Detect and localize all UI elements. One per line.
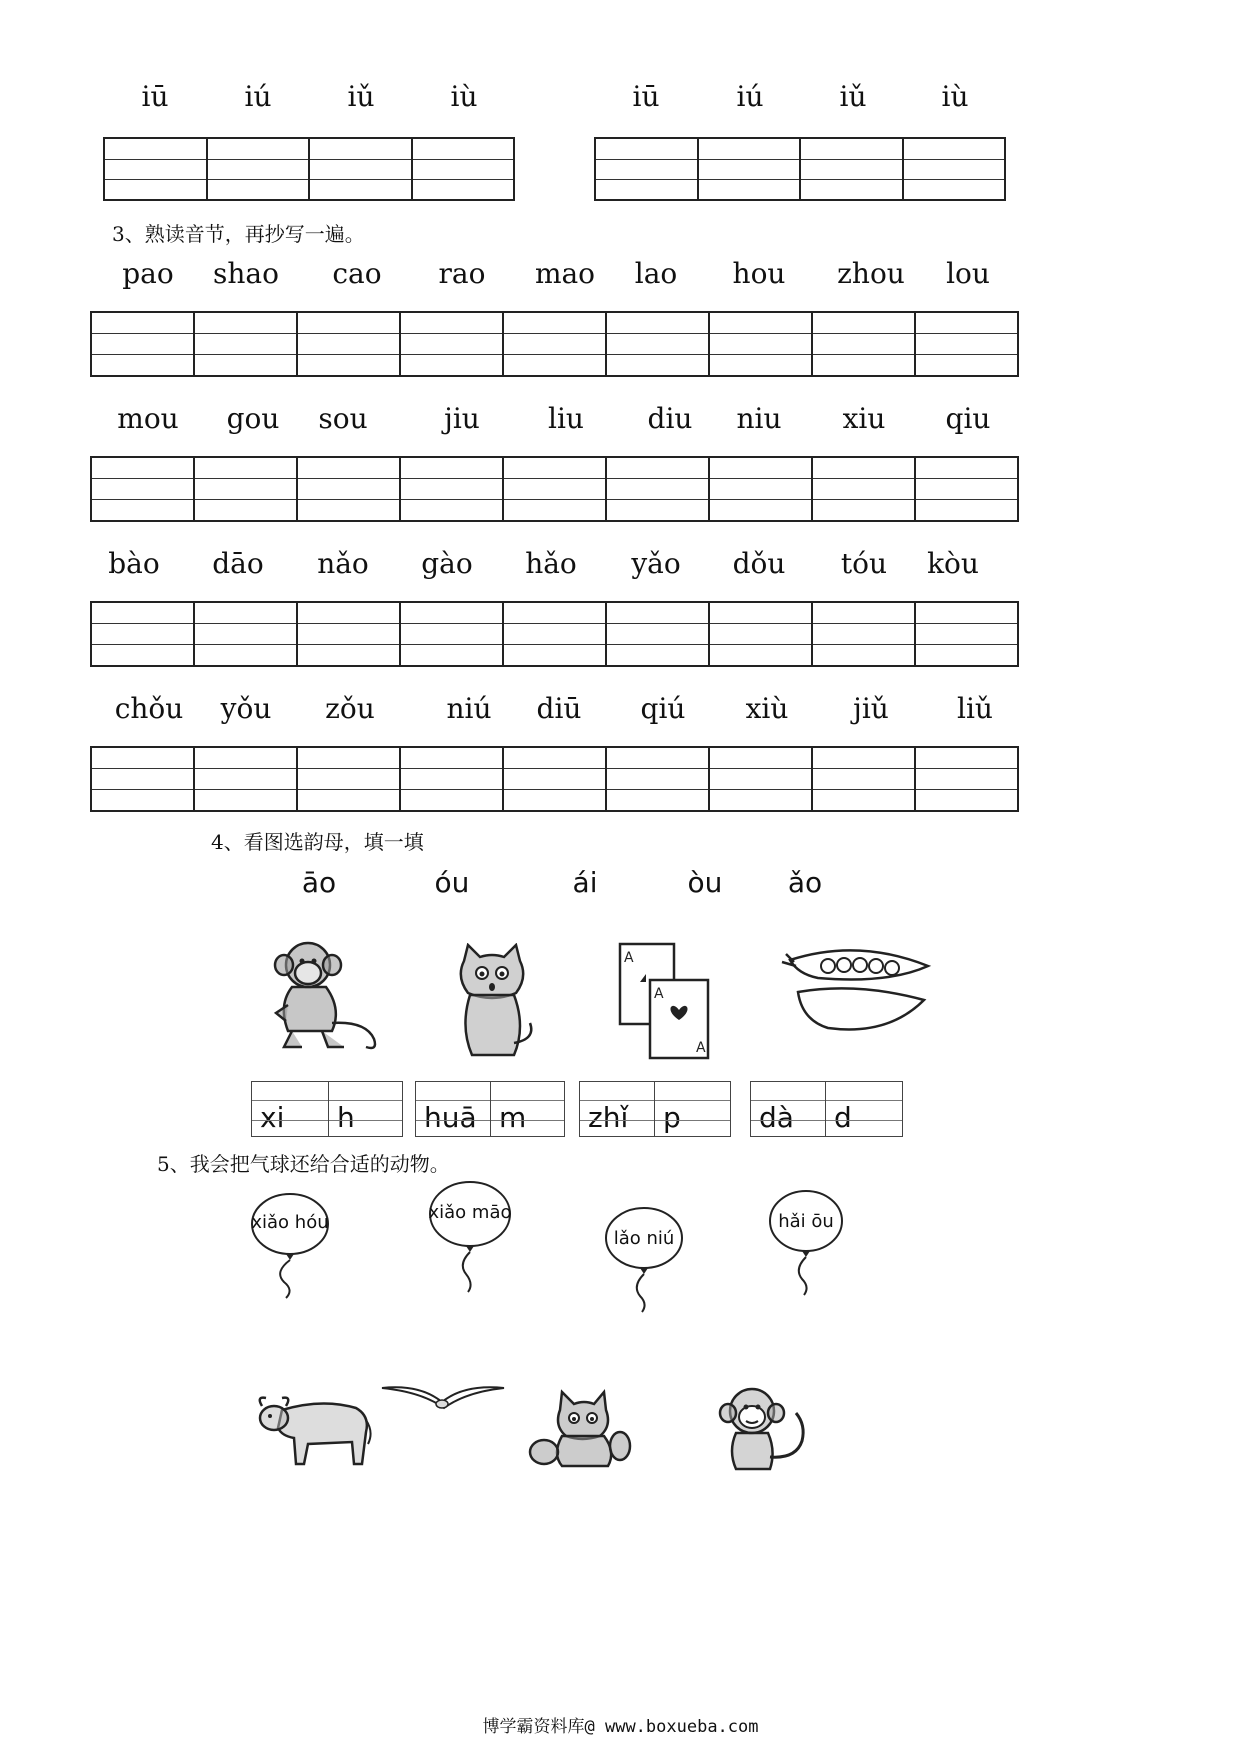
balloon[interactable] (602, 1204, 686, 1314)
fill-box-answer[interactable]: p (655, 1082, 730, 1136)
writing-cell[interactable] (401, 313, 504, 375)
syllable: qiú (640, 692, 686, 725)
writing-cell[interactable] (504, 748, 607, 810)
syllable: shao (213, 257, 279, 290)
cat-picture[interactable] (528, 1388, 632, 1470)
writing-cell[interactable] (504, 603, 607, 665)
fill-box-syllable: xi (252, 1082, 329, 1136)
svg-text:A: A (696, 1040, 706, 1056)
writing-cell[interactable] (916, 313, 1017, 375)
writing-cell[interactable] (813, 603, 916, 665)
tone-label: iù (941, 80, 969, 113)
syllable: diū (536, 692, 582, 725)
tone-label: iú (736, 80, 764, 113)
balloon[interactable] (426, 1180, 514, 1295)
fill-box[interactable] (415, 1081, 565, 1137)
writing-cell[interactable] (916, 458, 1017, 520)
syllable: yǎo (631, 547, 681, 580)
vowel-option: ái (572, 866, 598, 899)
svg-text:A: A (654, 986, 664, 1002)
section4-heading: 4、看图选韵母，填一填 (211, 830, 424, 854)
syllable: niú (446, 692, 492, 725)
vowel-option: óu (434, 866, 470, 899)
syllable: yǒu (220, 692, 272, 725)
writing-grid-row-3[interactable] (90, 601, 1019, 667)
balloon-label: xiǎo hóu (251, 1212, 329, 1233)
syllable: kòu (927, 547, 979, 580)
fill-box[interactable] (750, 1081, 903, 1137)
writing-cell[interactable] (813, 458, 916, 520)
syllable: diu (647, 402, 693, 435)
writing-grid-row-2[interactable] (90, 456, 1019, 522)
syllable: jiǔ (853, 692, 889, 725)
writing-cell[interactable] (596, 139, 699, 199)
seagull-picture[interactable] (380, 1380, 508, 1414)
monkey-picture (262, 935, 382, 1060)
writing-cell[interactable] (710, 603, 813, 665)
playing-cards-picture (612, 938, 722, 1063)
writing-cell[interactable] (92, 748, 195, 810)
writing-cell[interactable] (413, 139, 514, 199)
balloon[interactable] (248, 1192, 332, 1302)
vowel-option: ǎo (787, 866, 823, 899)
syllable: jiu (444, 402, 480, 435)
syllable: sou (318, 402, 368, 435)
writing-cell[interactable] (195, 313, 298, 375)
syllable: mao (534, 257, 596, 290)
syllable: gào (421, 547, 473, 580)
writing-cell[interactable] (298, 458, 401, 520)
fill-box-answer[interactable]: m (491, 1082, 564, 1136)
writing-grid-top-left[interactable] (103, 137, 515, 201)
syllable: hou (732, 257, 786, 290)
fill-box-answer[interactable]: d (826, 1082, 902, 1136)
writing-cell[interactable] (504, 458, 607, 520)
writing-cell[interactable] (298, 748, 401, 810)
writing-cell[interactable] (208, 139, 311, 199)
writing-cell[interactable] (401, 748, 504, 810)
tone-label: iū (632, 80, 660, 113)
writing-cell[interactable] (298, 313, 401, 375)
writing-cell[interactable] (710, 458, 813, 520)
tone-label: iū (141, 80, 169, 113)
syllable: mou (117, 402, 179, 435)
writing-cell[interactable] (401, 603, 504, 665)
writing-cell[interactable] (607, 748, 710, 810)
monkey-picture[interactable] (716, 1385, 814, 1473)
writing-cell[interactable] (710, 748, 813, 810)
balloon-shape (248, 1192, 332, 1302)
writing-cell[interactable] (310, 139, 413, 199)
syllable: niu (736, 402, 782, 435)
syllable: nǎo (317, 547, 369, 580)
syllable: liǔ (957, 692, 993, 725)
vowel-option: āo (301, 866, 337, 899)
writing-grid-row-4[interactable] (90, 746, 1019, 812)
balloon[interactable] (766, 1187, 846, 1297)
writing-cell[interactable] (916, 748, 1017, 810)
section5-heading: 5、我会把气球还给合适的动物。 (157, 1152, 450, 1176)
syllable: chǒu (114, 692, 184, 725)
writing-cell[interactable] (699, 139, 802, 199)
fill-box-syllable: huā (416, 1082, 491, 1136)
peapod-picture (778, 940, 938, 1040)
writing-cell[interactable] (195, 458, 298, 520)
tone-label: iǔ (347, 80, 375, 113)
syllable: liu (548, 402, 584, 435)
syllable: cao (332, 257, 382, 290)
vowel-option: òu (687, 866, 723, 899)
footer-watermark: 博学霸资料库@ www.boxueba.com (482, 1717, 759, 1737)
tone-label: iǔ (839, 80, 867, 113)
fill-box-answer[interactable]: h (329, 1082, 402, 1136)
syllable: lou (946, 257, 990, 290)
writing-cell[interactable] (813, 748, 916, 810)
tone-label: iù (450, 80, 478, 113)
writing-cell[interactable] (195, 748, 298, 810)
cat-picture (446, 943, 538, 1063)
balloon-shape (426, 1180, 514, 1295)
balloon-shape (766, 1187, 846, 1297)
writing-cell[interactable] (916, 603, 1017, 665)
writing-grid-top-right[interactable] (594, 137, 1006, 201)
syllable: zhou (837, 257, 905, 290)
syllable: pao (122, 257, 174, 290)
writing-cell[interactable] (92, 603, 195, 665)
syllable: dāo (212, 547, 264, 580)
writing-cell[interactable] (401, 458, 504, 520)
writing-cell[interactable] (195, 603, 298, 665)
writing-cell[interactable] (298, 603, 401, 665)
syllable: lao (634, 257, 678, 290)
writing-cell[interactable] (607, 603, 710, 665)
writing-cell[interactable] (710, 313, 813, 375)
ox-picture[interactable] (252, 1392, 374, 1472)
syllable: xiù (745, 692, 789, 725)
writing-cell[interactable] (92, 313, 195, 375)
writing-cell[interactable] (105, 139, 208, 199)
syllable: rao (438, 257, 486, 290)
svg-text:A: A (624, 950, 634, 966)
syllable: dǒu (732, 547, 786, 580)
writing-cell[interactable] (607, 313, 710, 375)
balloon-label: hǎi ōu (778, 1211, 834, 1232)
writing-cell[interactable] (813, 313, 916, 375)
section3-heading: 3、熟读音节，再抄写一遍。 (112, 222, 365, 246)
syllable: gou (226, 402, 280, 435)
fill-box-syllable: zhǐ (580, 1082, 655, 1136)
syllable: hǎo (525, 547, 577, 580)
syllable: tóu (840, 547, 888, 580)
balloon-shape (602, 1204, 686, 1314)
writing-grid-row-1[interactable] (90, 311, 1019, 377)
fill-box[interactable] (579, 1081, 731, 1137)
syllable: xiu (842, 402, 886, 435)
syllable: zǒu (325, 692, 375, 725)
writing-cell[interactable] (504, 313, 607, 375)
balloon-label: lǎo niú (613, 1228, 675, 1249)
syllable: qiu (945, 402, 991, 435)
fill-box-syllable: dà (751, 1082, 826, 1136)
writing-cell[interactable] (92, 458, 195, 520)
tone-label: iú (244, 80, 272, 113)
writing-cell[interactable] (801, 139, 904, 199)
writing-cell[interactable] (607, 458, 710, 520)
balloon-label: xiǎo māo (428, 1202, 512, 1223)
syllable: bào (108, 547, 160, 580)
writing-cell[interactable] (904, 139, 1005, 199)
fill-box[interactable] (251, 1081, 403, 1137)
